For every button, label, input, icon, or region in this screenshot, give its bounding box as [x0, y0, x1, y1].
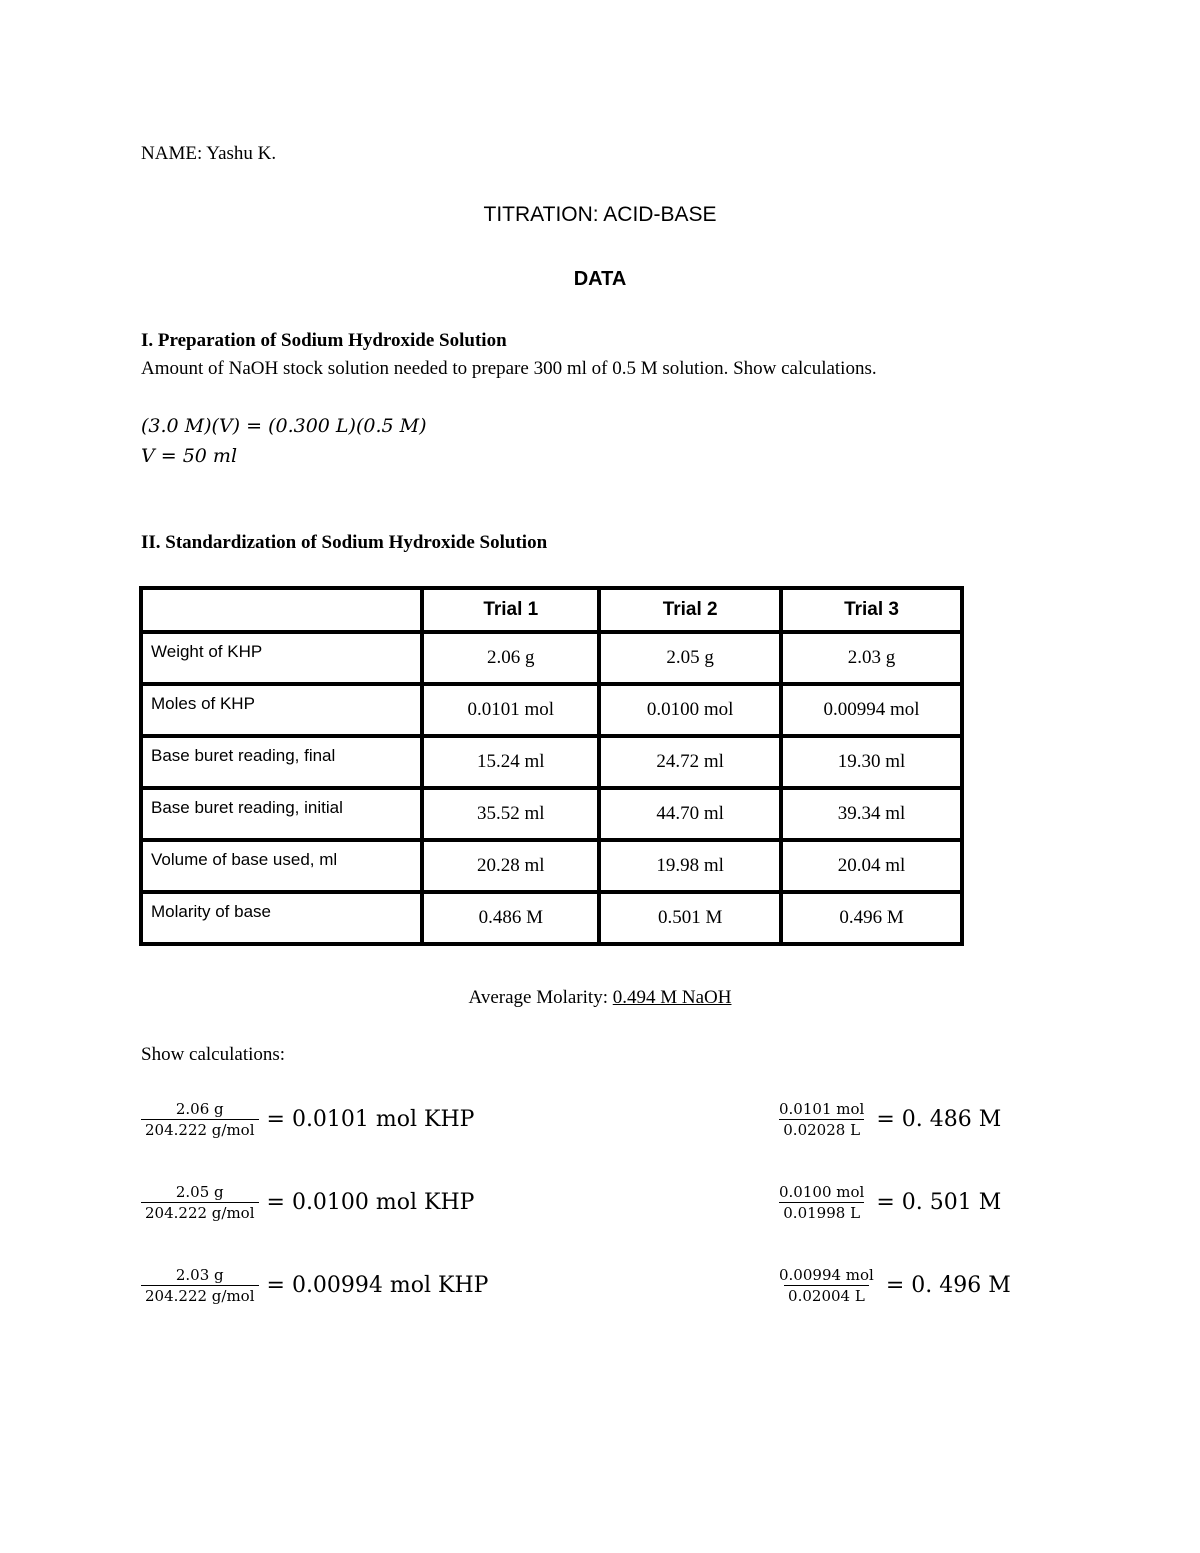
document-subtitle: DATA	[573, 268, 627, 290]
show-calculations-label: Show calculations:	[141, 1044, 286, 1065]
average-molarity	[0, 987, 1200, 1009]
table-cell: 20.04 ml	[781, 840, 962, 892]
table-row	[141, 632, 962, 684]
table-cell: 2.03 g	[781, 632, 962, 684]
fraction	[141, 1266, 259, 1305]
section2-heading: II. Standardization of Sodium Hydroxide Solution	[141, 532, 548, 553]
result: = 0.0101 mol KHP	[266, 1107, 475, 1132]
standardization-table	[139, 586, 964, 946]
row-label: Moles of KHP	[141, 684, 422, 736]
table-cell: 19.30 ml	[781, 736, 962, 788]
result: = 0.00994 mol KHP	[266, 1273, 489, 1298]
table-header-cell: Trial 2	[599, 588, 781, 632]
numerator: 0.0101 mol	[779, 1100, 865, 1118]
fraction	[775, 1266, 878, 1305]
table-cell: 15.24 ml	[422, 736, 599, 788]
result: = 0.0100 mol KHP	[266, 1190, 475, 1215]
table-cell: 0.501 M	[599, 892, 781, 944]
student-name: NAME: Yashu K.	[141, 143, 277, 164]
document-title: TITRATION: ACID-BASE	[483, 203, 717, 226]
row-label: Volume of base used, ml	[141, 840, 422, 892]
table-cell: 2.05 g	[599, 632, 781, 684]
moles-calculation	[141, 1100, 474, 1139]
table-row	[141, 892, 962, 944]
table-cell: 2.06 g	[422, 632, 599, 684]
molarity-calculation	[775, 1100, 1001, 1139]
average-molarity-value: 0.494 M NaOH	[612, 987, 732, 1008]
table-cell: 0.0101 mol	[422, 684, 599, 736]
denominator: 0.02004 L	[784, 1285, 869, 1305]
fraction	[775, 1100, 868, 1139]
section1-instructions: Amount of NaOH stock solution needed to prepare 300 ml of 0.5 M solution. Show calculations.	[141, 358, 877, 379]
moles-calculation	[141, 1183, 474, 1222]
numerator: 2.03 g	[175, 1266, 224, 1284]
table-row	[141, 840, 962, 892]
table-row	[141, 788, 962, 840]
table-header-row	[141, 588, 962, 632]
row-label: Weight of KHP	[141, 632, 422, 684]
table-cell: 0.0100 mol	[599, 684, 781, 736]
equation-dilution: (3.0 M)(V) = (0.300 L)(0.5 M)	[141, 415, 427, 437]
table-header-cell: Trial 3	[781, 588, 962, 632]
result: = 0. 486 M	[876, 1107, 1002, 1132]
result: = 0. 496 M	[885, 1273, 1011, 1298]
table-cell: 0.496 M	[781, 892, 962, 944]
denominator: 0.01998 L	[779, 1202, 864, 1222]
row-label: Base buret reading, final	[141, 736, 422, 788]
numerator: 2.05 g	[175, 1183, 224, 1201]
table-cell: 19.98 ml	[599, 840, 781, 892]
table-header-cell: Trial 1	[422, 588, 599, 632]
table-cell: 0.00994 mol	[781, 684, 962, 736]
numerator: 0.0100 mol	[779, 1183, 865, 1201]
denominator: 204.222 g/mol	[141, 1285, 259, 1305]
table-cell: 35.52 ml	[422, 788, 599, 840]
numerator: 0.00994 mol	[779, 1266, 874, 1284]
table-header-cell	[141, 588, 422, 632]
table-cell: 39.34 ml	[781, 788, 962, 840]
section1-heading: I. Preparation of Sodium Hydroxide Solution	[141, 330, 507, 351]
row-label: Molarity of base	[141, 892, 422, 944]
table-cell: 44.70 ml	[599, 788, 781, 840]
molarity-calculation	[775, 1183, 1001, 1222]
denominator: 204.222 g/mol	[141, 1202, 259, 1222]
equation-volume-result: V = 50 ml	[141, 445, 238, 467]
denominator: 0.02028 L	[779, 1119, 864, 1139]
table-cell: 20.28 ml	[422, 840, 599, 892]
numerator: 2.06 g	[175, 1100, 224, 1118]
result: = 0. 501 M	[876, 1190, 1002, 1215]
table-cell: 24.72 ml	[599, 736, 781, 788]
fraction	[775, 1183, 868, 1222]
average-molarity-label: Average Molarity:	[468, 987, 613, 1008]
moles-calculation	[141, 1266, 488, 1305]
table-cell: 0.486 M	[422, 892, 599, 944]
table-row	[141, 736, 962, 788]
table-row	[141, 684, 962, 736]
fraction	[141, 1100, 259, 1139]
fraction	[141, 1183, 259, 1222]
molarity-calculation	[775, 1266, 1011, 1305]
row-label: Base buret reading, initial	[141, 788, 422, 840]
denominator: 204.222 g/mol	[141, 1119, 259, 1139]
